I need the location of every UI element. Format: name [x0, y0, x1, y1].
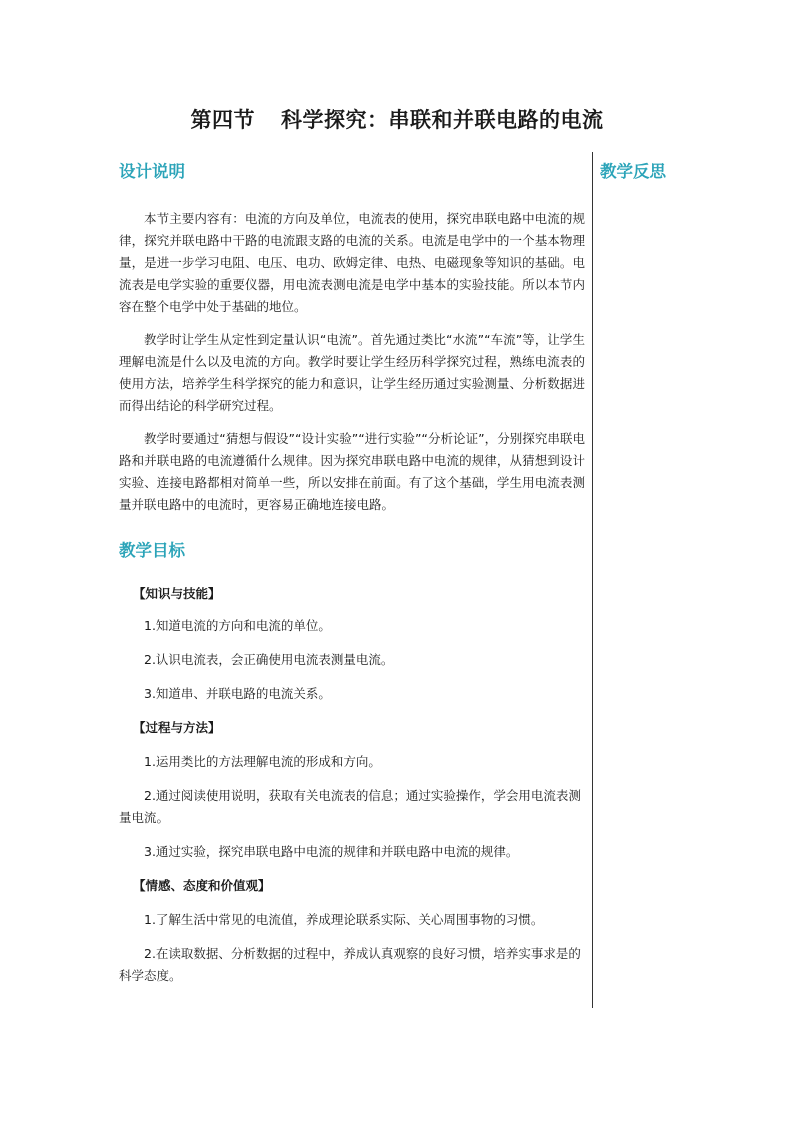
side-column [600, 160, 750, 184]
design-notes-heading: 设计说明 [119, 162, 185, 181]
process-item-2: 2.通过阅读使用说明，获取有关电流表的信息；通过实验操作，学会用电流表测量电流。 [119, 788, 581, 825]
process-item-1: 1.运用类比的方法理解电流的形成和方向。 [144, 754, 381, 769]
page-title [0, 104, 794, 134]
attitude-item-1: 1.了解生活中常见的电流值，养成理论联系实际、关心周围事物的习惯。 [144, 912, 544, 927]
knowledge-item-2: 2.认识电流表，会正确使用电流表测量电流。 [144, 652, 394, 667]
design-paragraph-3: 教学时要通过“猜想与假设”“设计实验”“进行实验”“分析论证”，分别探究串联电路和并联电路的电流遵循什么规律。因为探究串联电路中电流的规律，从猜想到设计实验、连接电路都相对简单一些，所以安排在前面。有了这个基础，学生用电流表测量并联电路中的电流时，更容易正确地连接电路。 [119, 431, 585, 512]
design-paragraph-2: 教学时让学生从定性到定量认识“电流”。首先通过类比“水流”“车流”等，让学生理解电流是什么以及电流的方向。教学时要让学生经历科学探究过程，熟练电流表的使用方法，培养学生科学探究的能力和意识，让学生经历通过实验测量、分析数据进而得出结论的科学研究过程。 [119, 332, 585, 413]
knowledge-subheading: 【知识与技能】 [133, 586, 221, 601]
knowledge-item-1: 1.知道电流的方向和电流的单位。 [144, 618, 331, 633]
main-column [119, 160, 585, 987]
design-paragraph-1: 本节主要内容有：电流的方向及单位，电流表的使用，探究串联电路中电流的规律，探究并联电路中干路的电流跟支路的电流的关系。电流是电学中的一个基本物理量，是进一步学习电阻、电压、电功、欧姆定律、电热、电磁现象等知识的基础。电流表是电学实验的重要仪器，用电流表测电流是电学中基本的实验技能。所以本节内容在整个电学中处于基础的地位。 [119, 211, 585, 314]
process-item-3: 3.通过实验，探究串联电路中电流的规律和并联电路中电流的规律。 [144, 844, 519, 859]
attitude-item-2: 2.在读取数据、分析数据的过程中，养成认真观察的良好习惯，培养实事求是的科学态度。 [119, 946, 581, 983]
knowledge-item-3: 3.知道串、并联电路的电流关系。 [144, 686, 331, 701]
reflection-heading: 教学反思 [600, 162, 666, 181]
attitude-subheading: 【情感、态度和价值观】 [133, 878, 271, 893]
objectives-heading: 教学目标 [119, 541, 185, 560]
column-divider [592, 152, 593, 1008]
process-subheading: 【过程与方法】 [133, 720, 221, 735]
section-number: 第四节 [190, 107, 255, 132]
section-topic: 科学探究：串联和并联电路的电流 [281, 107, 604, 132]
